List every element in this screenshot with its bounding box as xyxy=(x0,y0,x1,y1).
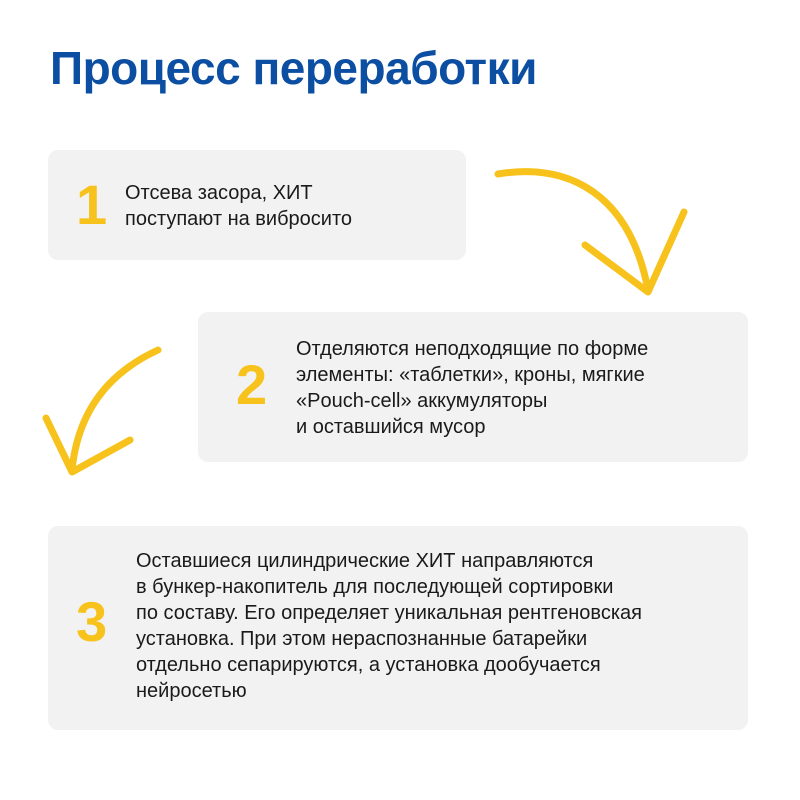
step-text-line: «Pouch-cell» аккумуляторы xyxy=(296,390,548,412)
step-number: 1 xyxy=(76,173,108,236)
step-text-line: отдельно сепарируются, а установка дообучается xyxy=(136,654,601,676)
step-number: 3 xyxy=(76,590,108,653)
step-text-line: нейросетью xyxy=(136,680,247,702)
step-text-line: по составу. Его определяет уникальная рентгеновская xyxy=(136,602,642,624)
step-text-line: установка. При этом нераспознанные батарейки xyxy=(136,628,588,650)
page-title: Процесс переработки xyxy=(50,42,537,94)
step-text-line: элементы: «таблетки», кроны, мягкие xyxy=(296,364,645,386)
step-text-line: поступают на вибросито xyxy=(125,208,353,230)
step-number: 2 xyxy=(236,353,268,416)
step-text-line: Оставшиеся цилиндрические ХИТ направляются xyxy=(136,550,594,572)
step-text-line: Отделяются неподходящие по форме xyxy=(296,338,649,360)
step-text-line: и оставшийся мусор xyxy=(296,416,486,438)
step-text-line: Отсева засора, ХИТ xyxy=(125,182,313,204)
step-text-line: в бункер-накопитель для последующей сортировки xyxy=(136,576,614,598)
